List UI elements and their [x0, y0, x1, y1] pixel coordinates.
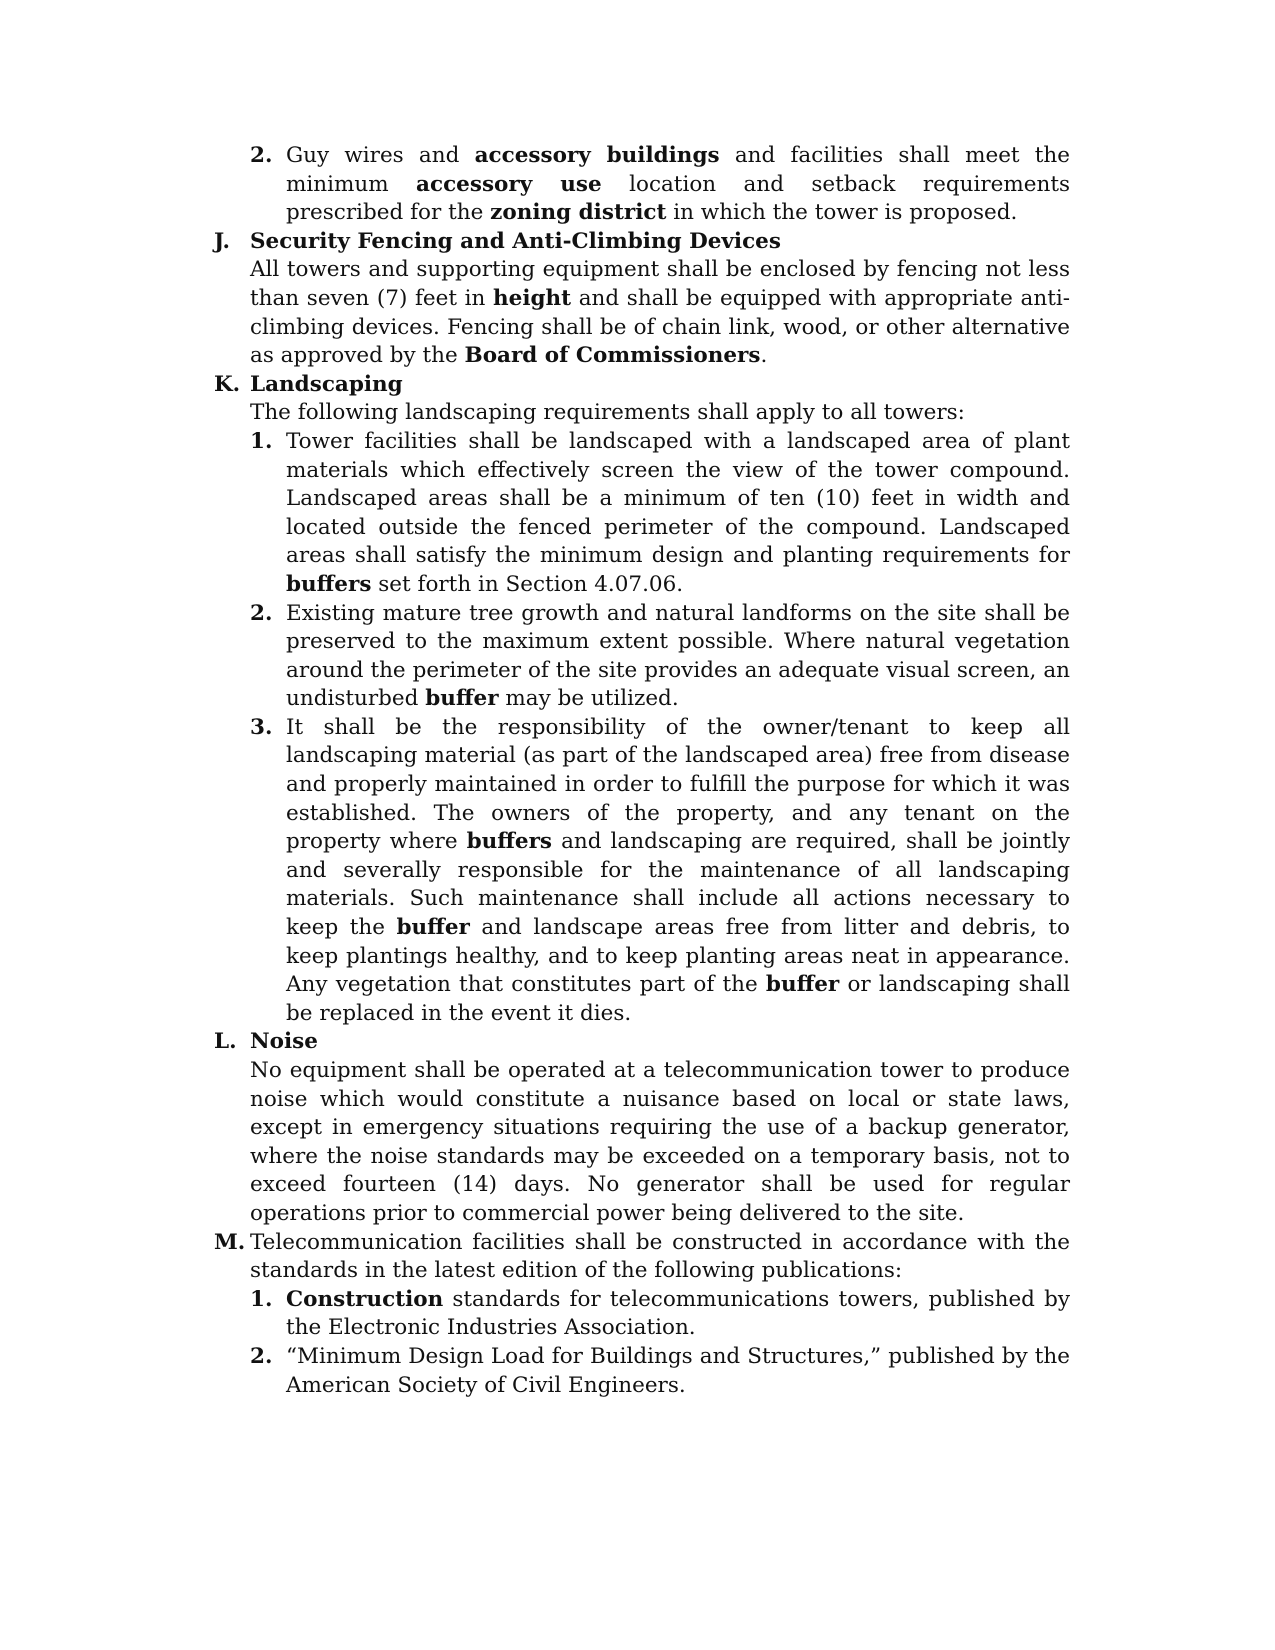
- defined-term: accessory buildings: [474, 143, 720, 168]
- section-heading: Security Fencing and Anti-Climbing Devices: [250, 228, 781, 254]
- body-text: Existing mature tree growth and natural landforms on the site shall be preserved to the maximum extent possible. Where natural vegetation around the perimeter of the site provides an adequate visual screen, an undisturbed: [286, 600, 1070, 712]
- body-text: may be utilized.: [498, 686, 679, 712]
- section-body: Telecommunication facilities shall be constructed in accordance with the standards in the latest edition of the following publications:: [250, 1229, 1070, 1284]
- body-text: or landscaping shall be replaced in the event it dies.: [286, 972, 1070, 1026]
- body-text: It shall be the responsibility of the owner/tenant to keep all landscaping material (as part of the landscaped area) free from disease and properly maintained in order to fulfill the purpose for which it was established. The owners of the property, and any tenant on the property where: [286, 714, 1070, 855]
- defined-term: zoning district: [490, 200, 667, 226]
- section-heading: Landscaping: [250, 371, 403, 397]
- section-marker: L.: [214, 1029, 237, 1055]
- defined-term: buffer: [765, 972, 840, 998]
- section-m: [214, 1229, 1070, 1286]
- defined-term: Board of Commissioners: [464, 343, 761, 369]
- body-text: Guy wires and: [286, 143, 475, 168]
- list-marker: 1.: [250, 428, 273, 454]
- body-text: location and setback requirements prescribed for the: [286, 171, 1070, 226]
- body-text: set forth in Section 4.07.06.: [371, 571, 684, 597]
- list-item-mature-growth: [214, 600, 1070, 714]
- section-marker: K.: [214, 371, 241, 397]
- body-text: in which the tower is proposed.: [666, 200, 1018, 226]
- defined-term: buffers: [286, 571, 372, 597]
- list-item-accessory-setback: [214, 142, 1070, 228]
- section-l: [214, 1028, 1070, 1228]
- defined-term: Construction: [286, 1286, 444, 1312]
- list-item-landscaped-area: [214, 428, 1070, 600]
- defined-term: accessory use: [416, 171, 602, 197]
- section-heading: Noise: [250, 1029, 318, 1055]
- list-item-eia-standards: [214, 1286, 1070, 1343]
- body-text: and landscaping are required, shall be jointly and severally responsible for the maintenance of all landscaping materials. Such maintenance shall include all actions necessary to keep the: [286, 829, 1070, 941]
- section-body: No equipment shall be operated at a telecommunication tower to produce noise which would constitute a nuisance based on local or state laws, except in emergency situations requiring the use of a backup generator, where the noise standards may be exceeded on a temporary basis, not to exceed fourteen (14) days. No generator shall be used for regular operations prior to commercial power being delivered to the site.: [250, 1058, 1070, 1226]
- list-item-asce-standards: [214, 1343, 1070, 1400]
- list-marker: 2.: [250, 600, 273, 626]
- section-body: [250, 256, 1070, 370]
- list-marker: 2.: [250, 1343, 273, 1369]
- defined-term: buffer: [396, 915, 470, 941]
- body-text: Tower facilities shall be landscaped with a landscaped area of plant materials which effectively screen the view of the tower compound. Landscaped areas shall be a minimum of ten (10) feet in width and located outside the fenced perimeter of the compound. Landscaped areas shall satisfy the minimum design and planting requirements for: [286, 428, 1070, 569]
- document-page: [214, 142, 1070, 1400]
- defined-term: buffer: [425, 686, 499, 712]
- section-marker: J.: [214, 228, 230, 254]
- body-text: and facilities shall meet the minimum: [286, 143, 1070, 197]
- section-marker: M.: [214, 1229, 246, 1255]
- body-text: and landscape areas free from litter and debris, to keep plantings healthy, and to keep planting areas neat in appearance. Any vegetation that constitutes part of the: [286, 915, 1070, 998]
- section-intro: The following landscaping requirements shall apply to all towers:: [250, 400, 965, 426]
- body-text: “Minimum Design Load for Buildings and Structures,” published by the American Society of Civil Engineers.: [286, 1343, 1070, 1398]
- section-k: [214, 371, 1070, 428]
- defined-term: buffers: [466, 829, 553, 855]
- body-text: All towers and supporting equipment shall be enclosed by fencing not less than seven (7) feet in: [250, 257, 1070, 311]
- defined-term: height: [493, 285, 572, 311]
- list-marker: 1.: [250, 1286, 273, 1312]
- list-item-maintenance: [214, 714, 1070, 1029]
- body-text: .: [760, 343, 768, 369]
- list-marker: 2.: [250, 143, 273, 168]
- body-text: standards for telecommunications towers, published by the Electronic Industries Association.: [286, 1286, 1070, 1341]
- section-j: [214, 228, 1070, 371]
- body-text: and shall be equipped with appropriate anti-climbing devices. Fencing shall be of chain link, wood, or other alternative as approved by the: [250, 285, 1070, 369]
- list-marker: 3.: [250, 714, 273, 740]
